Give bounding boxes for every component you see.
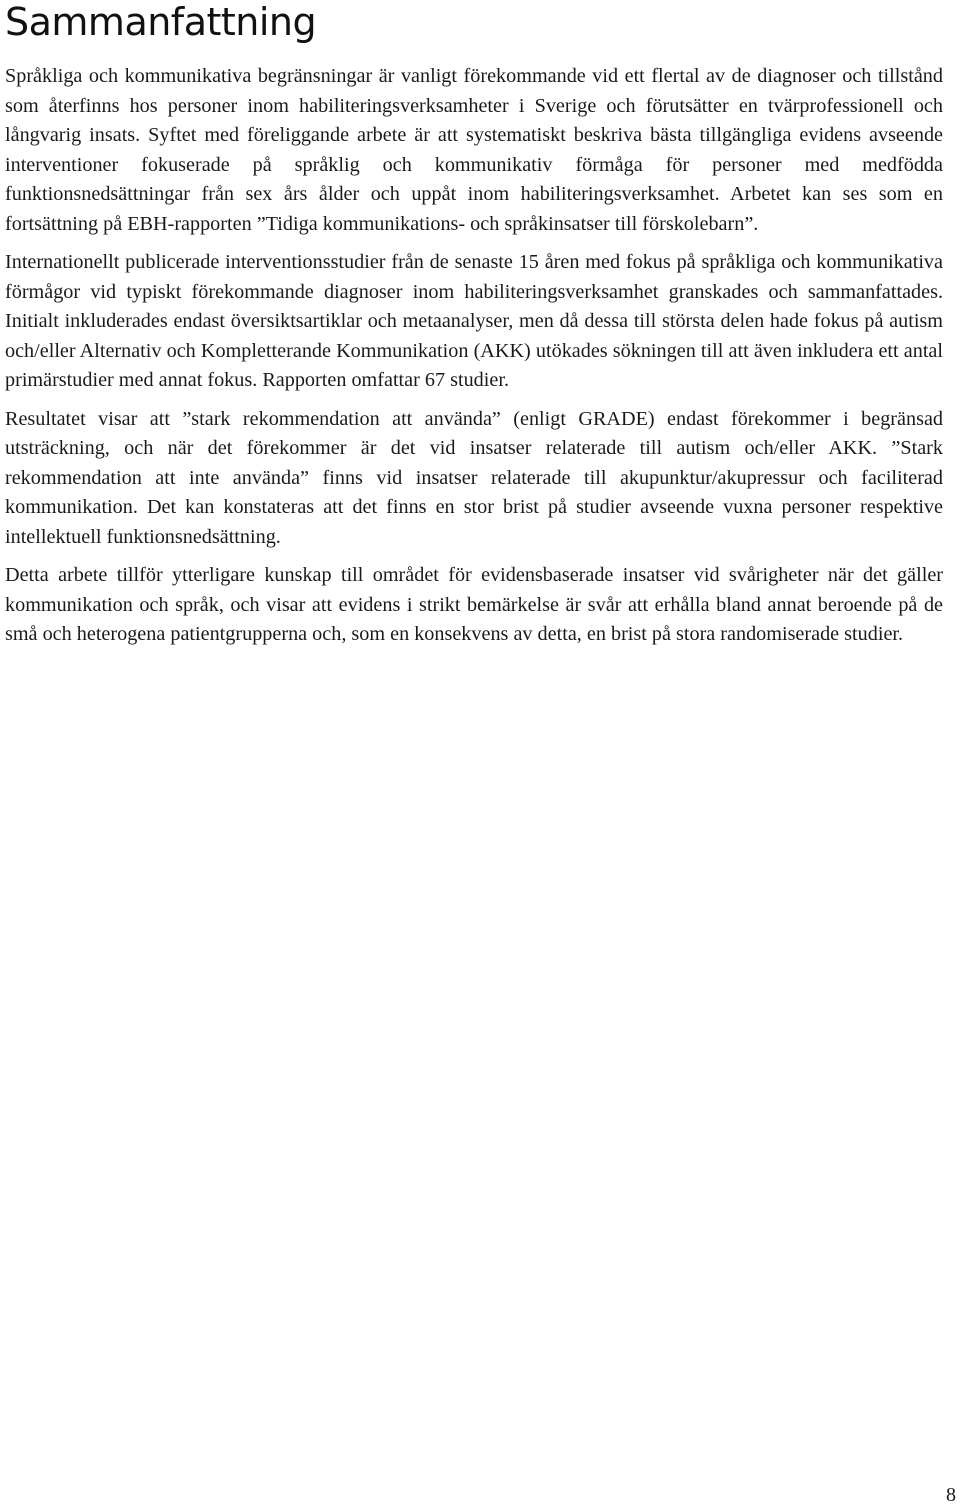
paragraph-method: Internationellt publicerade interventionsstudier från de senaste 15 åren med fokus på språkliga och kommunikativa förmågor vid typiskt förekommande diagnoser inom habiliteringsverksamhet granskades och sammanfattades. Initialt inkluderades endast översiktsartiklar och metaanalyser, men då dessa till största delen hade fokus på autism och/eller Alternativ och Kompletterande Kommunikation (AKK) utökades sökningen till att även inkludera ett antal primärstudier med annat fokus. Rapporten omfattar 67 studier.	[5, 251, 943, 391]
page-number: 8	[946, 1484, 956, 1506]
paragraph-conclusion: Detta arbete tillför ytterligare kunskap till området för evidensbaserade insatser vid svårigheter när det gäller kommunikation och språk, och visar att evidens i strikt bemärkelse är svår att erhålla bland annat beroende på de små och heterogena patientgrupperna och, som en konsekvens av detta, en brist på stora randomiserade studier.	[5, 564, 943, 645]
paragraph-results: Resultatet visar att ”stark rekommendation att använda” (enligt GRADE) endast förekommer i begränsad utsträckning, och när det förekommer är det vid insatser relaterade till autism och/eller AKK. ”Stark rekommendation att inte använda” finns vid insatser relaterade till akupunktur/akupressur och faciliterad kommunikation. Det kan konstateras att det finns en stor brist på studier avseende vuxna personer respektive intellektuell funktionsnedsättning.	[5, 407, 943, 548]
summary-body	[5, 62, 943, 650]
page-title: Sammanfattning	[5, 0, 317, 44]
paragraph-purpose: Språkliga och kommunikativa begränsningar är vanligt förekommande vid ett flertal av de diagnoser och tillstånd som återfinns hos personer inom habiliteringsverksamheter i Sverige och förutsätter en tvärprofessionell och långvarig insats. Syftet med föreliggande arbete är att systematiskt beskriva bästa tillgängliga evidens avseende interventioner fokuserade på språklig och kommunikativ förmåga för personer med medfödda funktionsnedsättningar från sex års ålder och uppåt inom habiliteringsverksamhet. Arbetet kan ses som en fortsättning på EBH-rapporten ”Tidiga kommunikations- och språkinsatser till förskolebarn”.	[5, 65, 943, 235]
document-page	[5, 0, 943, 659]
